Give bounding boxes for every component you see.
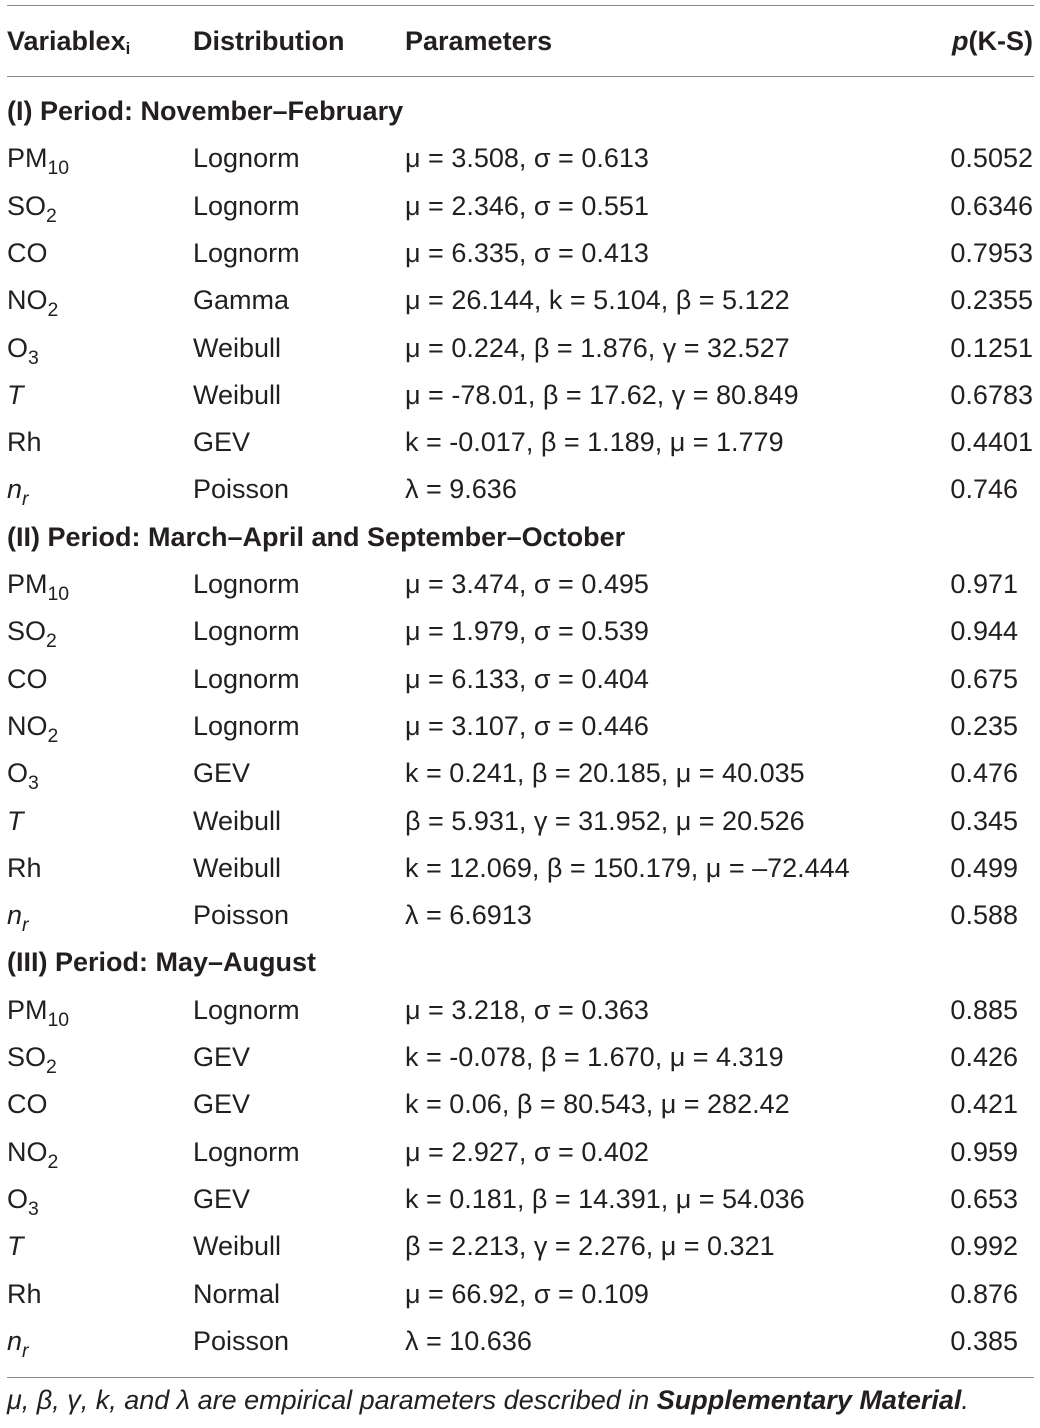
pvalue-cell: 0.885 [950,994,1018,1025]
pvalue-cell: 0.588 [950,900,1018,931]
table-row [0,892,1040,939]
parameters-cell: k = 12.069, β = 150.179, μ = –72.444 [405,852,850,883]
pvalue-cell: 0.1251 [950,332,1033,363]
variable-cell: $O_3$ [7,332,39,369]
pvalue-cell: 0.2355 [950,285,1033,316]
table-row [0,1318,1040,1365]
table-row [0,230,1040,277]
table-row [0,1271,1040,1318]
variable-cell: $n_r$ [7,1325,29,1362]
variable-cell: $PM_{10}$ [7,994,70,1031]
variable-cell: $NO_2$ [7,710,59,747]
section-title: (I) Period: November–February [7,96,404,126]
table-row [0,277,1040,324]
header-variable: Variablex$_i$ [7,26,131,59]
footnote: μ, β, γ, k, and λ are empirical parameters described in Supplementary Material. [7,1385,969,1415]
pvalue-cell: 0.4401 [950,427,1033,458]
table-row [0,419,1040,466]
pvalue-cell: 0.746 [950,474,1018,505]
footnote-text: μ, β, γ, k, and λ are empirical parameters described in [7,1385,657,1415]
pvalue-cell: 0.499 [950,852,1018,883]
parameters-cell: μ = 26.144, k = 5.104, β = 5.122 [405,285,790,316]
distribution-cell: Lognorm [193,190,300,221]
pvalue-cell: 0.5052 [950,143,1033,174]
distribution-cell: Normal [193,1278,281,1309]
table-row [0,135,1040,182]
distribution-cell: Lognorm [193,616,300,647]
pvalue-cell: 0.385 [950,1325,1018,1356]
parameters-cell: μ = 0.224, β = 1.876, γ = 32.527 [405,332,790,363]
variable-cell: CO [7,237,48,268]
variable-cell: $PM_{10}$ [7,143,70,180]
distribution-cell: Lognorm [193,143,300,174]
pvalue-cell: 0.6783 [950,379,1033,410]
pvalue-cell: 0.876 [950,1278,1018,1309]
parameters-cell: k = 0.181, β = 14.391, μ = 54.036 [405,1183,805,1214]
parameters-cell: μ = 6.335, σ = 0.413 [405,237,649,268]
table-row [0,703,1040,750]
parameters-cell: μ = 1.979, σ = 0.539 [405,616,649,647]
table-row [0,561,1040,608]
variable-cell: $SO_2$ [7,190,57,227]
table-row [0,608,1040,655]
header-distribution: Distribution [193,26,345,56]
parameters-cell: μ = 66.92, σ = 0.109 [405,1278,649,1309]
distribution-cell: Lognorm [193,663,300,694]
table-row [0,372,1040,419]
distribution-cell: GEV [193,1042,251,1072]
parameters-cell: λ = 9.636 [405,474,517,505]
distribution-cell: Weibull [193,332,282,363]
variable-cell: $O_3$ [7,1183,39,1220]
parameters-cell: μ = 6.133, σ = 0.404 [405,663,649,694]
pvalue-cell: 0.235 [950,710,1018,741]
top-rule [7,5,1034,6]
pvalue-cell: 0.675 [950,663,1018,694]
pvalue-cell: 0.653 [950,1183,1018,1214]
section-title: (II) Period: March–April and September–October [7,521,626,552]
variable-cell: $NO_2$ [7,285,59,321]
pvalue-cell: 0.6346 [950,190,1033,221]
variable-cell: $n_r$ [7,900,29,936]
variable-cell: T [7,805,24,836]
parameters-cell: μ = 3.107, σ = 0.446 [405,710,649,741]
table-row [0,1223,1040,1270]
header-pvalue: p(K-S) [952,26,1033,56]
distribution-cell: Poisson [193,474,290,505]
header-rule [7,76,1034,77]
distribution-cell: Poisson [193,1325,290,1356]
variable-cell: T [7,379,24,410]
distribution-cell: Weibull [193,805,282,836]
table-row [0,466,1040,513]
variable-cell: $PM_{10}$ [7,569,70,605]
variable-cell: $SO_2$ [7,1042,57,1078]
variable-cell: $O_3$ [7,758,39,794]
parameters-cell: μ = -78.01, β = 17.62, γ = 80.849 [405,379,799,410]
parameters-cell: β = 5.931, γ = 31.952, μ = 20.526 [405,805,805,836]
table-row [0,845,1040,892]
distribution-cell: Lognorm [193,569,300,599]
parameters-cell: μ = 3.508, σ = 0.613 [405,143,649,174]
parameters-cell: λ = 6.6913 [405,900,532,931]
table-row [0,1129,1040,1176]
pvalue-cell: 0.421 [950,1089,1018,1120]
parameters-cell: k = -0.017, β = 1.189, μ = 1.779 [405,427,784,458]
variable-cell: $n_r$ [7,474,29,511]
distribution-cell: Gamma [193,285,290,316]
variable-cell: Rh [7,1278,42,1309]
distribution-cell: GEV [193,427,251,458]
table-row [0,1176,1040,1223]
distribution-cell: Weibull [193,852,282,883]
variable-cell: Rh [7,427,42,458]
pvalue-cell: 0.476 [950,758,1018,789]
variable-cell: T [7,1231,24,1262]
distribution-cell: Lognorm [193,237,300,268]
distribution-cell: Lognorm [193,710,300,741]
distribution-cell: Lognorm [193,1136,300,1167]
pvalue-cell: 0.971 [950,569,1018,599]
distribution-cell: Weibull [193,379,282,410]
pvalue-cell: 0.7953 [950,237,1033,268]
distribution-cell: GEV [193,758,251,789]
table-row [0,656,1040,703]
table-row [0,987,1040,1034]
variable-cell: $NO_2$ [7,1136,59,1173]
parameters-cell: μ = 2.346, σ = 0.551 [405,190,649,221]
table-row [0,750,1040,797]
table-row [0,183,1040,230]
parameters-cell: k = 0.06, β = 80.543, μ = 282.42 [405,1089,790,1120]
parameters-cell: k = 0.241, β = 20.185, μ = 40.035 [405,758,805,789]
parameters-cell: μ = 2.927, σ = 0.402 [405,1136,649,1167]
distribution-cell: Poisson [193,900,290,931]
parameters-cell: k = -0.078, β = 1.670, μ = 4.319 [405,1042,784,1072]
table-row [0,325,1040,372]
pvalue-cell: 0.426 [950,1042,1018,1072]
pvalue-cell: 0.959 [950,1136,1018,1167]
supplementary-material-reference: Supplementary Material [656,1385,962,1415]
pvalue-cell: 0.345 [950,805,1018,836]
pvalue-cell: 0.992 [950,1231,1018,1262]
table-row [0,798,1040,845]
pvalue-cell: 0.944 [950,616,1018,647]
table-row [0,1081,1040,1128]
header-parameters: Parameters [405,26,553,56]
distribution-cell: GEV [193,1089,251,1120]
variable-cell: $SO_2$ [7,616,57,653]
table-header [0,18,1040,65]
parameters-cell: β = 2.213, γ = 2.276, μ = 0.321 [405,1231,775,1262]
table-row [0,1034,1040,1081]
variable-cell: Rh [7,852,42,883]
variable-cell: CO [7,663,48,694]
parameters-cell: λ = 10.636 [405,1325,532,1356]
parameters-cell: μ = 3.218, σ = 0.363 [405,994,649,1025]
distribution-cell: Lognorm [193,994,300,1025]
distribution-cell: GEV [193,1183,251,1214]
distribution-cell: Weibull [193,1231,282,1262]
bottom-rule [7,1377,1034,1378]
variable-cell: CO [7,1089,48,1120]
section-title: (III) Period: May–August [7,947,317,978]
parameters-cell: μ = 3.474, σ = 0.495 [405,569,649,599]
